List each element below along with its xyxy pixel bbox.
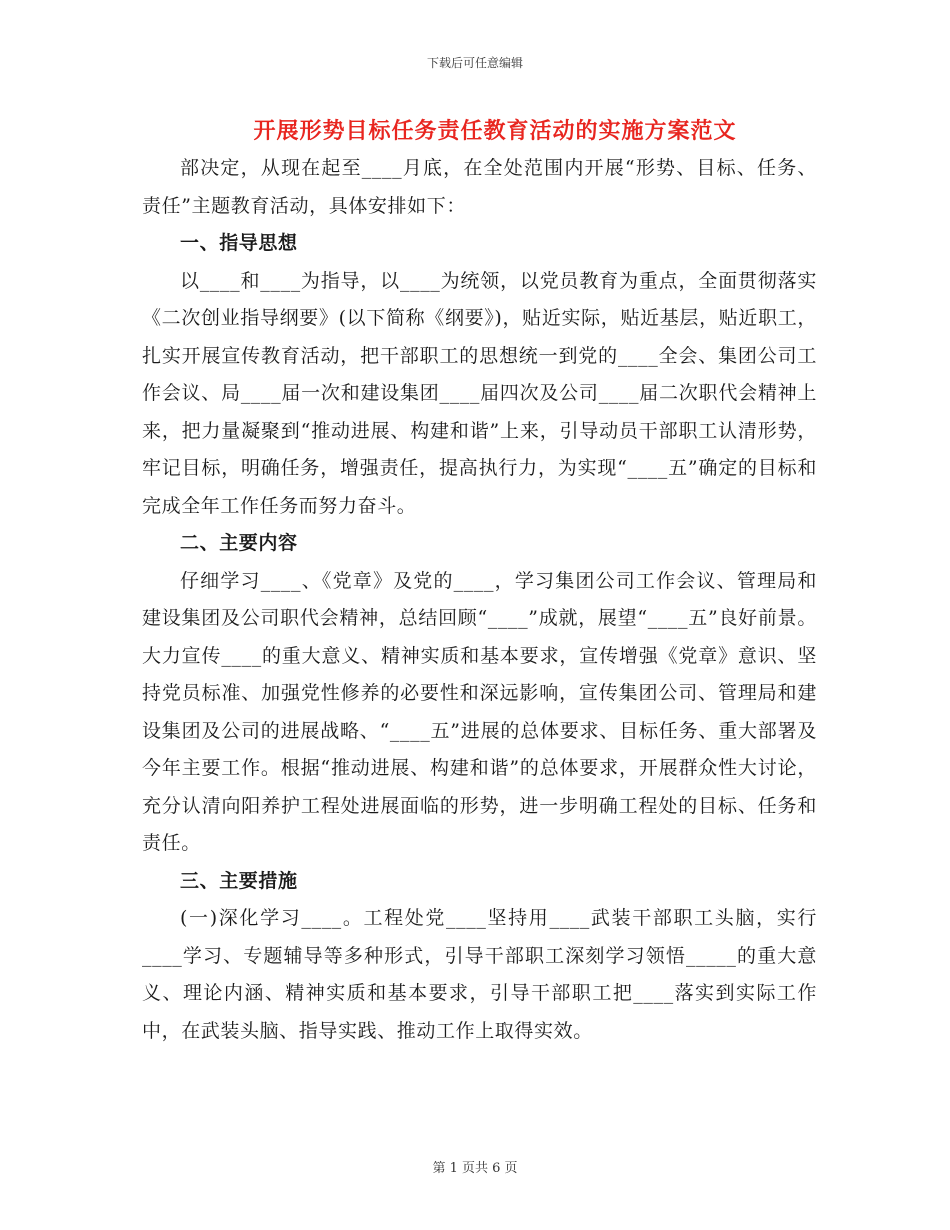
section-paragraph: 仔细学习____、《党章》及党的____，学习集团公司工作会议、管理局和建设集团及公司职代会精神，总结回顾“____”成就，展望“____五”良好前景。大力宣传____的重大意义、精神实质和基本要求，宣传增强《党章》意识、坚持党员标准、加强党性修养的必要性和深远影响，宣传集团公司、管理局和建设集团及公司的进展战略、“____五”进展的总体要求、目标任务、重大部署及今年主要工作。根据“推动进展、构建和谐”的总体要求，开展群众性大讨论，充分认清向阳养护工程处进展面临的形势，进一步明确工程处的目标、任务和责任。 <box>142 569 817 854</box>
section-paragraph: (一)深化学习____。工程处党____坚持用____武装干部职工头脑，实行____学习、专题辅导等多种形式，引导干部职工深刻学习领悟_____的重大意义、理论内涵、精神实质和基本要求，引导干部职工把____落实到实际工作中，在武装头脑、指导实践、推动工作上取得实效。 <box>142 907 817 1042</box>
section-heading-guiding-ideology: 一、指导思想 <box>180 232 298 254</box>
section-heading-main-content: 二、主要内容 <box>180 532 298 554</box>
header-note: 下载后可任意编辑 <box>426 56 523 70</box>
section-heading-main-measures: 三、主要措施 <box>180 869 298 892</box>
page-footer: 第 1 页共 6 页 <box>432 1161 518 1176</box>
section-paragraph: 以____和____为指导，以____为统领，以党员教育为重点，全面贯彻落实《二次创业指导纲要》(以下简称《纲要》)，贴近实际，贴近基层，贴近职工，扎实开展宣传教育活动，把干部职工的思想统一到党的____全会、集团公司工作会议、局____届一次和建设集团____届四次及公司____届二次职代会精神上来，把力量凝聚到“推动进展、构建和谐”上来，引导动员干部职工认清形势，牢记目标，明确任务，增强责任，提高执行力，为实现“____五”确定的目标和完成全年工作任务而努力奋斗。 <box>142 269 817 517</box>
document-title: 开展形势目标任务责任教育活动的实施方案范文 <box>253 119 737 144</box>
intro-paragraph: 部决定，从现在起至____月底，在全处范围内开展“形势、目标、任务、责任”主题教育活动，具体安排如下： <box>142 157 817 217</box>
document-body <box>142 150 817 1050</box>
